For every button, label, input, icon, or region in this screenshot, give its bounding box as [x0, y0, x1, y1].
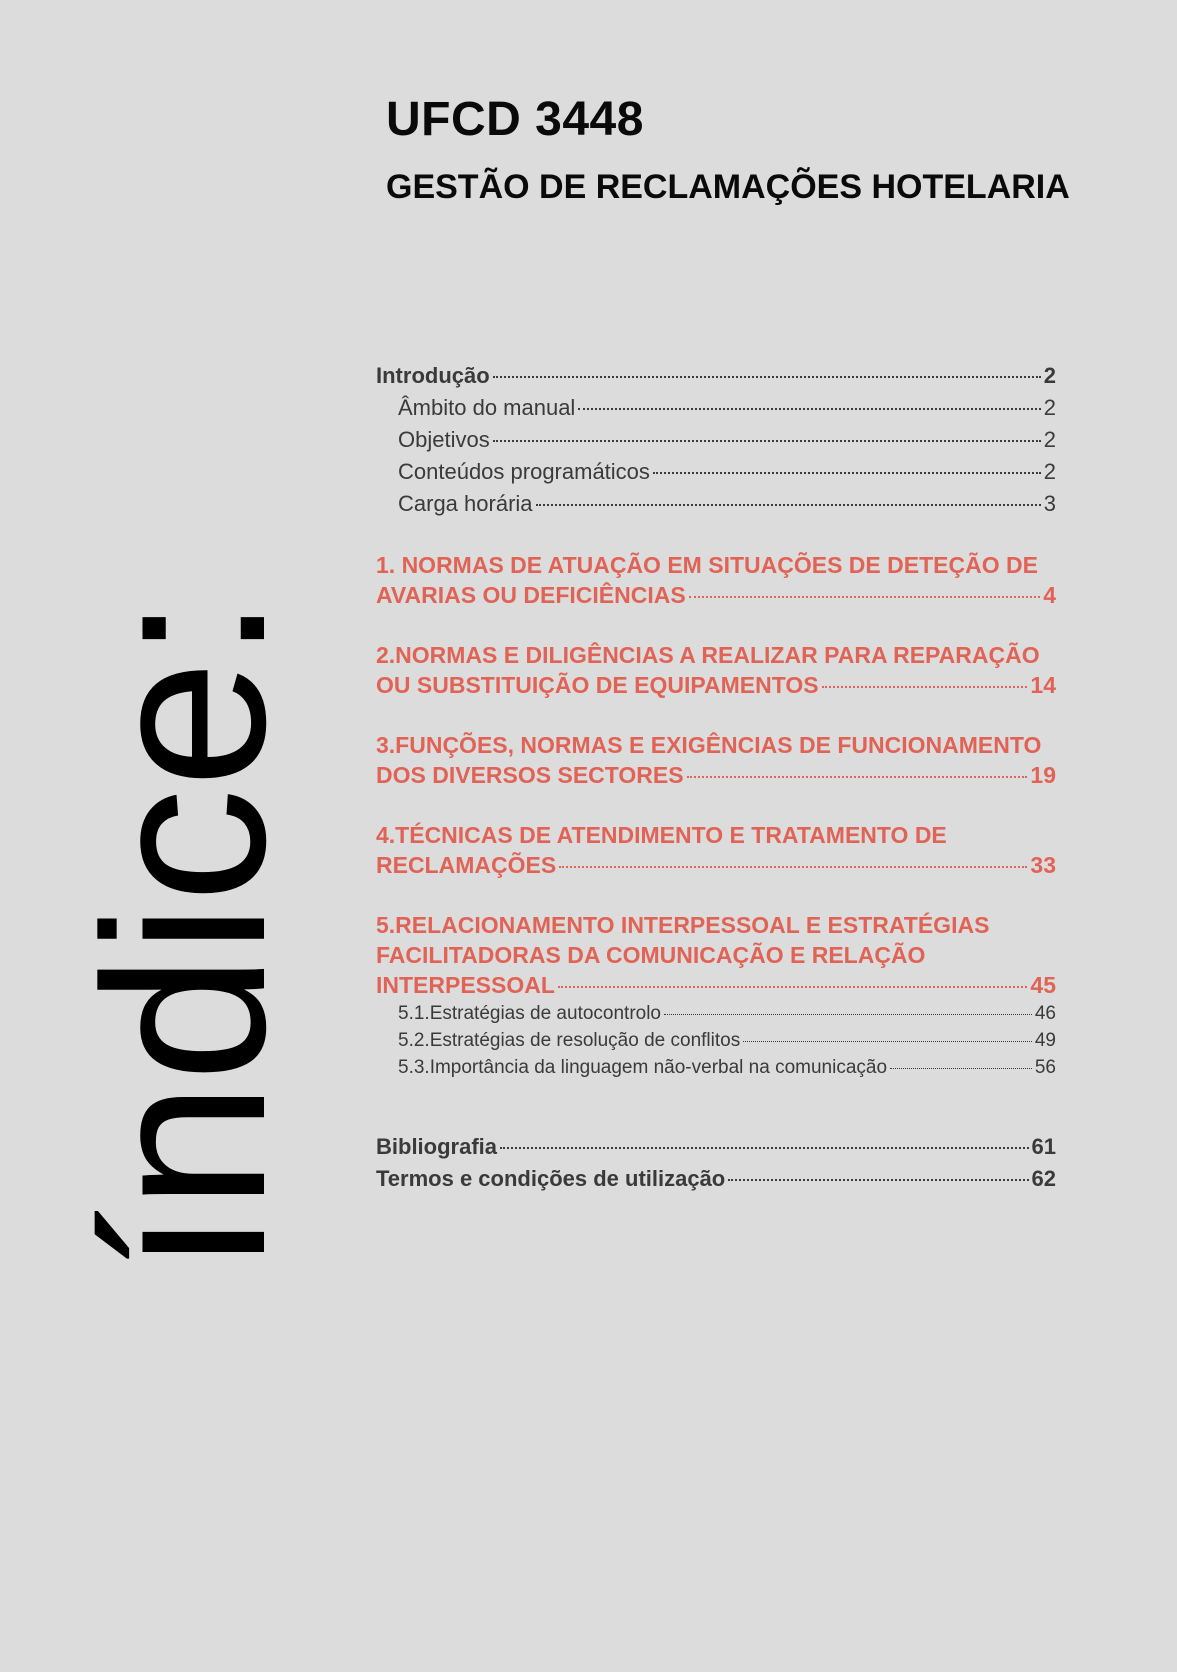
toc-chapter-1[interactable] [376, 550, 1056, 610]
toc-page: 3 [1043, 491, 1056, 516]
toc-entry-introducao[interactable] [376, 360, 1056, 392]
toc-label: Âmbito do manual [398, 395, 576, 420]
leader-dots [559, 866, 1027, 868]
chapter-title-line: 5.RELACIONAMENTO INTERPESSOAL E ESTRATÉGIAS [376, 912, 990, 938]
toc-label: Termos e condições de utilização [376, 1166, 726, 1191]
toc-entry-termos[interactable] [376, 1163, 1056, 1195]
toc-page: 33 [1030, 852, 1056, 878]
toc-entry[interactable] [376, 456, 1056, 488]
toc-label: AVARIAS OU DEFICIÊNCIAS [376, 582, 686, 608]
chapter-title-line: FACILITADORAS DA COMUNICAÇÃO E RELAÇÃO [376, 942, 926, 968]
chapter-title-line: 4.TÉCNICAS DE ATENDIMENTO E TRATAMENTO DE [376, 822, 947, 848]
toc-page: 49 [1034, 1030, 1056, 1051]
leader-dots [558, 986, 1027, 988]
toc-subentry-5-2[interactable] [376, 1027, 1056, 1054]
toc-page: 62 [1031, 1166, 1056, 1191]
leader-dots [743, 1041, 1032, 1042]
toc-label: 5.3.Importância da linguagem não-verbal na comunicação [398, 1057, 888, 1078]
leader-dots [890, 1068, 1032, 1069]
toc-entry-bibliografia[interactable] [376, 1131, 1056, 1163]
toc-chapter-3[interactable] [376, 730, 1056, 790]
toc-entry[interactable] [376, 392, 1056, 424]
leader-dots [536, 504, 1041, 506]
toc-label: RECLAMAÇÕES [376, 852, 557, 878]
toc-page: 46 [1034, 1003, 1056, 1024]
toc-page: 2 [1043, 363, 1056, 388]
toc-page: 61 [1031, 1134, 1056, 1159]
vertical-index-title: índice: [56, 596, 313, 1274]
toc-chapter-4[interactable] [376, 820, 1056, 880]
leader-dots [689, 596, 1041, 598]
toc-page: 14 [1030, 672, 1056, 698]
toc-label: Objetivos [398, 427, 490, 452]
chapter-last-line [376, 970, 1056, 1000]
chapter-title-line: 1. NORMAS DE ATUAÇÃO EM SITUAÇÕES DE DETEÇÃO DE [376, 552, 1038, 578]
toc-label: DOS DIVERSOS SECTORES [376, 762, 684, 788]
toc-chapter-5[interactable] [376, 910, 1056, 1000]
toc-entry[interactable] [376, 488, 1056, 520]
toc-page: 2 [1043, 395, 1056, 420]
chapter-title-line: 3.FUNÇÕES, NORMAS E EXIGÊNCIAS DE FUNCIONAMENTO [376, 732, 1042, 758]
leader-dots [653, 472, 1041, 474]
toc-page: 2 [1043, 427, 1056, 452]
toc-page: 45 [1030, 972, 1056, 998]
toc-label: INTERPESSOAL [376, 972, 555, 998]
toc-label: Carga horária [398, 491, 533, 516]
toc-page: 2 [1043, 459, 1056, 484]
leader-dots [578, 408, 1040, 410]
toc-page: 56 [1034, 1057, 1056, 1078]
spacer [376, 1081, 1056, 1131]
toc-label: 5.1.Estratégias de autocontrolo [398, 1003, 662, 1024]
chapter-last-line [376, 850, 1056, 880]
chapter-last-line [376, 580, 1056, 610]
leader-dots [500, 1147, 1029, 1149]
leader-dots [493, 440, 1041, 442]
chapter-last-line [376, 670, 1056, 700]
toc-label: OU SUBSTITUIÇÃO DE EQUIPAMENTOS [376, 672, 819, 698]
toc-label: Conteúdos programáticos [398, 459, 650, 484]
toc-page: 4 [1043, 582, 1056, 608]
toc-label: Introdução [376, 363, 490, 388]
leader-dots [822, 686, 1028, 688]
course-title: GESTÃO DE RECLAMAÇÕES HOTELARIA [386, 168, 1070, 206]
leader-dots [728, 1179, 1028, 1181]
toc-label: Bibliografia [376, 1134, 498, 1159]
leader-dots [664, 1014, 1032, 1015]
chapter-last-line [376, 760, 1056, 790]
toc-page: 19 [1030, 762, 1056, 788]
chapter-title-line: 2.NORMAS E DILIGÊNCIAS A REALIZAR PARA REPARAÇÃO [376, 642, 1040, 668]
leader-dots [687, 776, 1028, 778]
toc-chapter-2[interactable] [376, 640, 1056, 700]
toc-subentry-5-1[interactable] [376, 1000, 1056, 1027]
toc-subentry-5-3[interactable] [376, 1054, 1056, 1081]
title-block [386, 92, 1070, 208]
toc-label: 5.2.Estratégias de resolução de conflitos [398, 1030, 741, 1051]
table-of-contents [376, 360, 1056, 1195]
leader-dots [493, 376, 1041, 378]
course-code: UFCD 3448 [386, 93, 644, 146]
toc-entry[interactable] [376, 424, 1056, 456]
